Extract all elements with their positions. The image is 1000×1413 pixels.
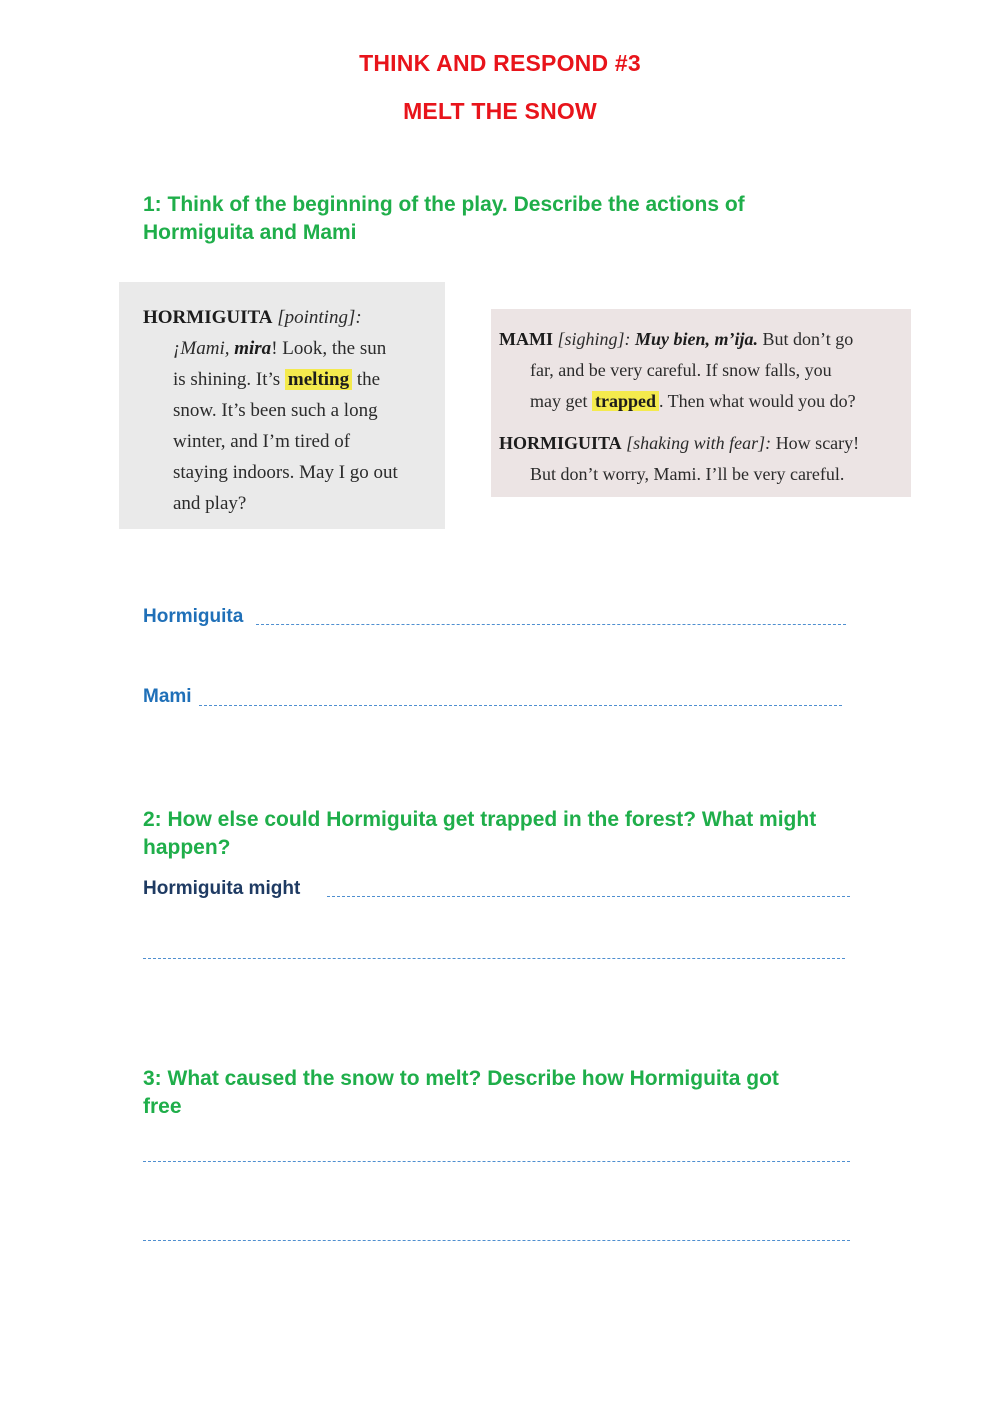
excerpt-text: winter, and I’m tired of [173, 431, 351, 452]
question-3-line2: free [143, 1095, 182, 1118]
excerpt-hormiguita [119, 282, 445, 529]
question-2-line2: happen? [143, 836, 231, 859]
excerpt-text: . Then what would you do? [659, 391, 856, 411]
answer-label-mami: Mami [143, 686, 192, 707]
question-1 [143, 191, 745, 247]
excerpt-text: staying indoors. May I go out [173, 462, 398, 483]
excerpt-text: may get [530, 391, 592, 411]
excerpt-text: ! Look, the sun [271, 338, 387, 359]
excerpt-mami [491, 309, 911, 497]
excerpt-text: snow. It’s been such a long [173, 400, 378, 421]
question-2 [143, 806, 816, 862]
excerpt-text: ¡Mami, [173, 338, 235, 359]
question-3 [143, 1065, 779, 1121]
excerpt-text: and play? [173, 493, 247, 514]
excerpt-text: mira [234, 338, 272, 359]
excerpt-direction: [pointing]: [277, 307, 362, 328]
excerpt-text: But don’t worry, Mami. I’ll be very careful. [530, 464, 845, 484]
answer-line-q3-1[interactable] [143, 1161, 850, 1162]
excerpt-speaker: HORMIGUITA [143, 307, 273, 328]
excerpt-text: How scary! [775, 433, 860, 453]
highlight-trapped: trapped [592, 391, 659, 411]
excerpt-text: the [352, 369, 381, 390]
question-3-line1: 3: What caused the snow to melt? Describe how Hormiguita got [143, 1067, 779, 1090]
excerpt-speaker: MAMI [499, 329, 553, 349]
excerpt-direction: [shaking with fear]: [626, 433, 772, 453]
highlight-melting: melting [285, 369, 352, 390]
excerpt-speaker: HORMIGUITA [499, 433, 622, 453]
excerpt-text: is shining. It’s [173, 369, 285, 390]
page-subtitle: MELT THE SNOW [403, 98, 597, 124]
answer-line-q3-2[interactable] [143, 1240, 850, 1241]
question-2-line1: 2: How else could Hormiguita get trapped in the forest? What might [143, 808, 817, 831]
question-1-line1: 1: Think of the beginning of the play. Describe the actions of [143, 193, 745, 216]
answer-line-q2-1[interactable] [327, 896, 850, 897]
answer-label-hormiguita-might: Hormiguita might [143, 878, 301, 899]
excerpt-text: far, and be very careful. If snow falls, you [530, 360, 832, 380]
question-1-line2: Hormiguita and Mami [143, 221, 357, 244]
answer-line-mami[interactable] [199, 705, 842, 706]
page-title: THINK AND RESPOND #3 [359, 50, 641, 76]
excerpt-text: Muy bien, m’ija. [635, 329, 759, 349]
answer-label-hormiguita: Hormiguita [143, 606, 244, 627]
answer-line-hormiguita[interactable] [256, 624, 846, 625]
excerpt-direction: [sighing]: [557, 329, 631, 349]
answer-line-q2-2[interactable] [143, 958, 845, 959]
excerpt-text: But don’t go [762, 329, 854, 349]
